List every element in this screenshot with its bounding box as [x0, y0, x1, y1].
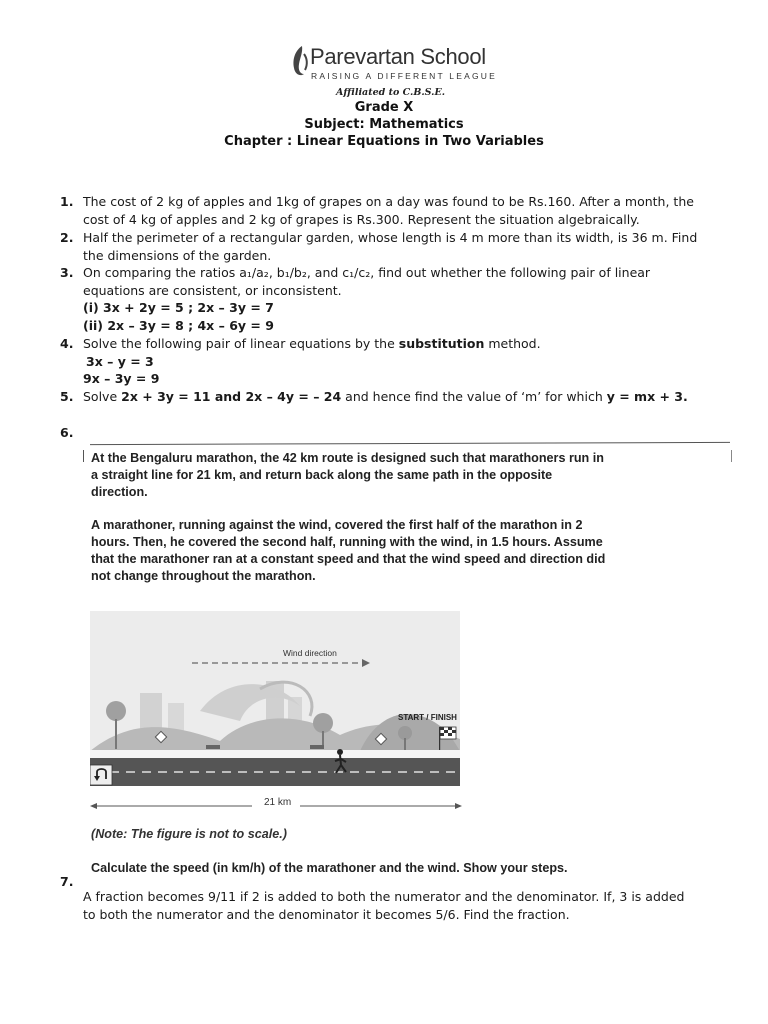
text-line: A marathoner, running against the wind, covered the first half of the marathon in 2 — [91, 518, 583, 532]
text-line: cost of 4 kg of apples and 2 kg of grapes is Rs.300. Represent the situation algebraically. — [83, 211, 640, 227]
marathon-figure — [90, 611, 460, 786]
question-4-text — [83, 335, 723, 388]
start-finish-label: START / FINISH — [398, 713, 457, 722]
text-line: direction. — [91, 485, 148, 499]
text-line: Half the perimeter of a rectangular garden, whose length is 4 m more than its width, is 36 m. Find — [83, 230, 698, 245]
text-line: A fraction becomes 9/11 if 2 is added to both the numerator and the denominator. If, 3 is added — [83, 889, 685, 904]
line-equation: y = mx + 3. — [606, 389, 688, 404]
marathon-illustration — [90, 611, 460, 786]
box-left-mark — [83, 450, 84, 462]
question-number: 3. — [60, 265, 74, 280]
question-number: 5. — [60, 389, 74, 404]
text-line: the dimensions of the garden. — [83, 247, 272, 263]
text-segment: Solve — [83, 389, 122, 404]
question-number: 7. — [60, 874, 74, 889]
text-line: The cost of 2 kg of apples and 1kg of grapes on a day was found to be Rs.160. After a month, the — [83, 194, 694, 209]
text-segment: method. — [484, 336, 541, 351]
equation-pair: (i) 3x + 2y = 5 ; 2x – 3y = 7 — [83, 300, 274, 315]
question-number: 6. — [60, 425, 74, 440]
method-name: substitution — [398, 336, 485, 351]
question-3-text — [83, 264, 723, 334]
text-line: a straight line for 21 km, and return back along the same path in the opposite — [91, 468, 553, 482]
equation-pair: (ii) 2x – 3y = 8 ; 4x – 6y = 9 — [83, 317, 274, 333]
question-5-text — [83, 388, 723, 406]
subject-heading: Subject: Mathematics — [304, 117, 464, 132]
question-7-text — [83, 888, 723, 923]
distance-label: 21 km — [264, 797, 292, 808]
text-line: that the marathoner ran at a constant speed and that the wind speed and direction did — [91, 552, 606, 566]
text-line: hours. Then, he covered the second half, running with the wind, in 1.5 hours. Assume — [91, 535, 603, 549]
text-segment: Solve the following pair of linear equations by the — [83, 336, 399, 351]
figure-note: (Note: The figure is not to scale.) — [91, 827, 287, 841]
text-line: equations are consistent, or inconsistent. — [83, 282, 342, 298]
case-study-top-rule — [90, 442, 730, 445]
text-line: At the Bengaluru marathon, the 42 km route is designed such that marathoners run in — [91, 451, 604, 465]
wind-direction-label: Wind direction — [283, 648, 337, 658]
text-segment: and hence find the value of ‘m’ for which — [341, 389, 607, 404]
grade-heading: Grade X — [354, 100, 414, 115]
question-number: 1. — [60, 194, 74, 209]
question-number: 4. — [60, 336, 74, 351]
question-2-text — [83, 229, 723, 264]
equation-pair: 2x + 3y = 11 and 2x – 4y = – 24 — [121, 389, 342, 404]
case-study-paragraph-1 — [91, 450, 736, 501]
text-line: to both the numerator and the denominator it becomes 5/6. Find the fraction. — [83, 906, 570, 922]
school-tagline: RAISING A DIFFERENT LEAGUE — [311, 71, 497, 81]
text-line — [83, 335, 723, 353]
chapter-heading: Chapter : Linear Equations in Two Variables — [224, 134, 544, 149]
text-line: On comparing the ratios a₁/a₂, b₁/b₂, and c₁/c₂, find out whether the following pair of linear — [83, 265, 651, 280]
case-study-question: Calculate the speed (in km/h) of the marathoner and the wind. Show your steps. — [91, 861, 568, 875]
affiliation-text: Affiliated to C.B.S.E. — [336, 87, 446, 98]
text-line: not change throughout the marathon. — [91, 569, 316, 583]
question-number: 2. — [60, 230, 74, 245]
question-1-text — [83, 193, 723, 228]
school-name: Parevartan School — [310, 44, 486, 69]
school-logo-icon — [288, 44, 310, 80]
equation: 3x – y = 3 — [86, 353, 154, 369]
case-study-paragraph-2 — [91, 517, 736, 585]
equation: 9x – 3y = 9 — [83, 371, 160, 386]
